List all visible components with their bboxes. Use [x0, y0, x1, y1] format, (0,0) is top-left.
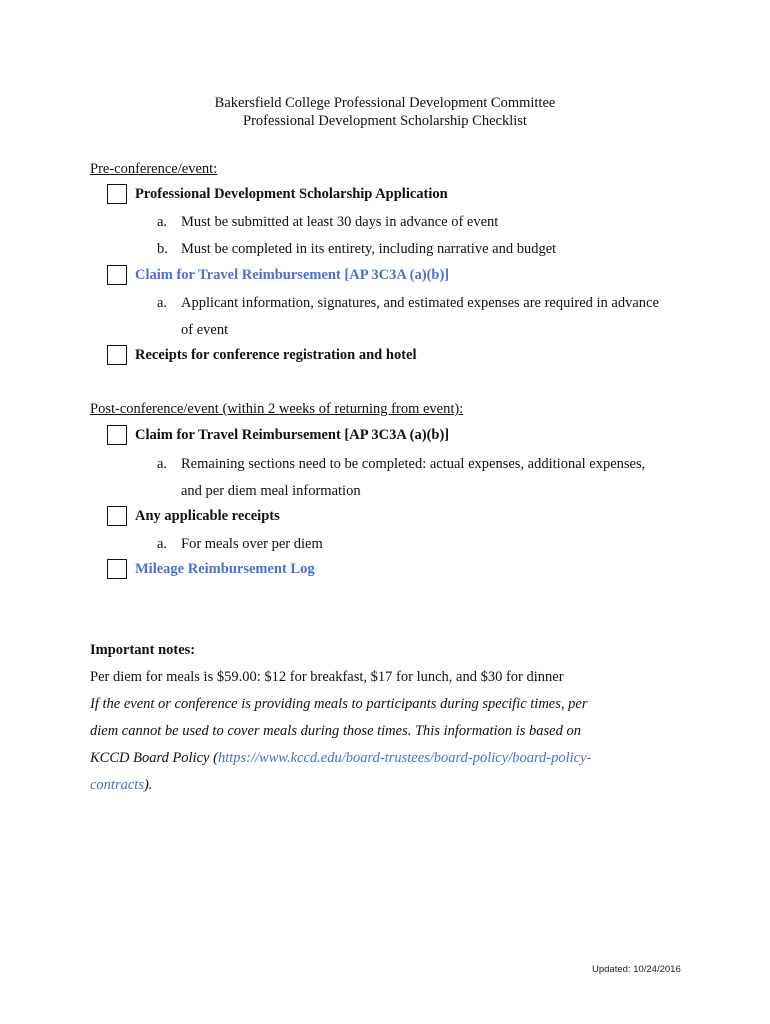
checklist-item-applicable-receipts: [107, 505, 280, 527]
committee-title: Bakersfield College Professional Development Committee: [214, 95, 556, 111]
item-label: Claim for Travel Reimbursement [AP 3C3A (a)(b)]: [135, 427, 450, 443]
board-policy-link-cont[interactable]: contracts: [90, 777, 144, 793]
sub-item-text: Must be completed in its entirety, including narrative and budget: [181, 241, 557, 257]
sub-item: [157, 535, 323, 553]
sub-item-continuation: of event: [181, 322, 229, 338]
per-diem-note: Per diem for meals is $59.00: $12 for breakfast, $17 for lunch, and $30 for dinner: [90, 669, 564, 685]
checkbox[interactable]: [107, 559, 127, 579]
sub-item-text: Must be submitted at least 30 days in advance of event: [181, 214, 499, 230]
updated-date: Updated: 10/24/2016: [592, 964, 681, 975]
sub-item: [157, 294, 659, 312]
sub-item-text: Remaining sections need to be completed: actual expenses, additional expenses,: [181, 456, 646, 472]
checkbox[interactable]: [107, 506, 127, 526]
checkbox[interactable]: [107, 265, 127, 285]
sub-item-letter: a.: [157, 536, 168, 552]
mileage-log-link[interactable]: Mileage Reimbursement Log: [135, 561, 315, 577]
sub-item-continuation: and per diem meal information: [181, 483, 361, 499]
item-label: Receipts for conference registration and hotel: [135, 347, 417, 363]
post-conference-heading: Post-conference/event (within 2 weeks of returning from event):: [90, 401, 464, 417]
important-notes-heading: Important notes:: [90, 642, 196, 658]
travel-claim-link[interactable]: Claim for Travel Reimbursement [AP 3C3A (a)(b)]: [135, 267, 450, 283]
checklist-item-travel-claim-post: [107, 424, 449, 446]
meals-note-line: If the event or conference is providing meals to participants during specific times, per: [90, 696, 588, 712]
checkbox[interactable]: [107, 425, 127, 445]
board-policy-line-end: [90, 776, 152, 794]
board-policy-link[interactable]: https://www.kccd.edu/board-trustees/board-policy/board-policy-: [217, 750, 592, 766]
board-policy-suffix: ).: [143, 777, 153, 793]
sub-item-text: Applicant information, signatures, and estimated expenses are required in advance: [181, 295, 659, 311]
checklist-title: Professional Development Scholarship Checklist: [243, 113, 527, 129]
checklist-item-receipts-registration: [107, 344, 416, 366]
pre-conference-heading: Pre-conference/event:: [90, 161, 218, 177]
checklist-item-scholarship-application: [107, 183, 448, 205]
sub-item-letter: b.: [157, 241, 168, 257]
sub-item: [157, 213, 498, 231]
checklist-item-travel-claim: [107, 264, 449, 286]
sub-item-letter: a.: [157, 214, 168, 230]
checkbox[interactable]: [107, 345, 127, 365]
board-policy-line: [90, 749, 591, 767]
sub-item-letter: a.: [157, 456, 168, 472]
board-policy-prefix: KCCD Board Policy (: [90, 750, 218, 766]
item-label: Professional Development Scholarship Application: [135, 186, 448, 202]
sub-item: [157, 455, 645, 473]
sub-item: [157, 240, 556, 258]
meals-note-line: diem cannot be used to cover meals during those times. This information is based on: [90, 723, 581, 739]
checkbox[interactable]: [107, 184, 127, 204]
checklist-item-mileage-log: [107, 558, 315, 580]
sub-item-text: For meals over per diem: [181, 536, 323, 552]
item-label: Any applicable receipts: [135, 508, 280, 524]
sub-item-letter: a.: [157, 295, 168, 311]
